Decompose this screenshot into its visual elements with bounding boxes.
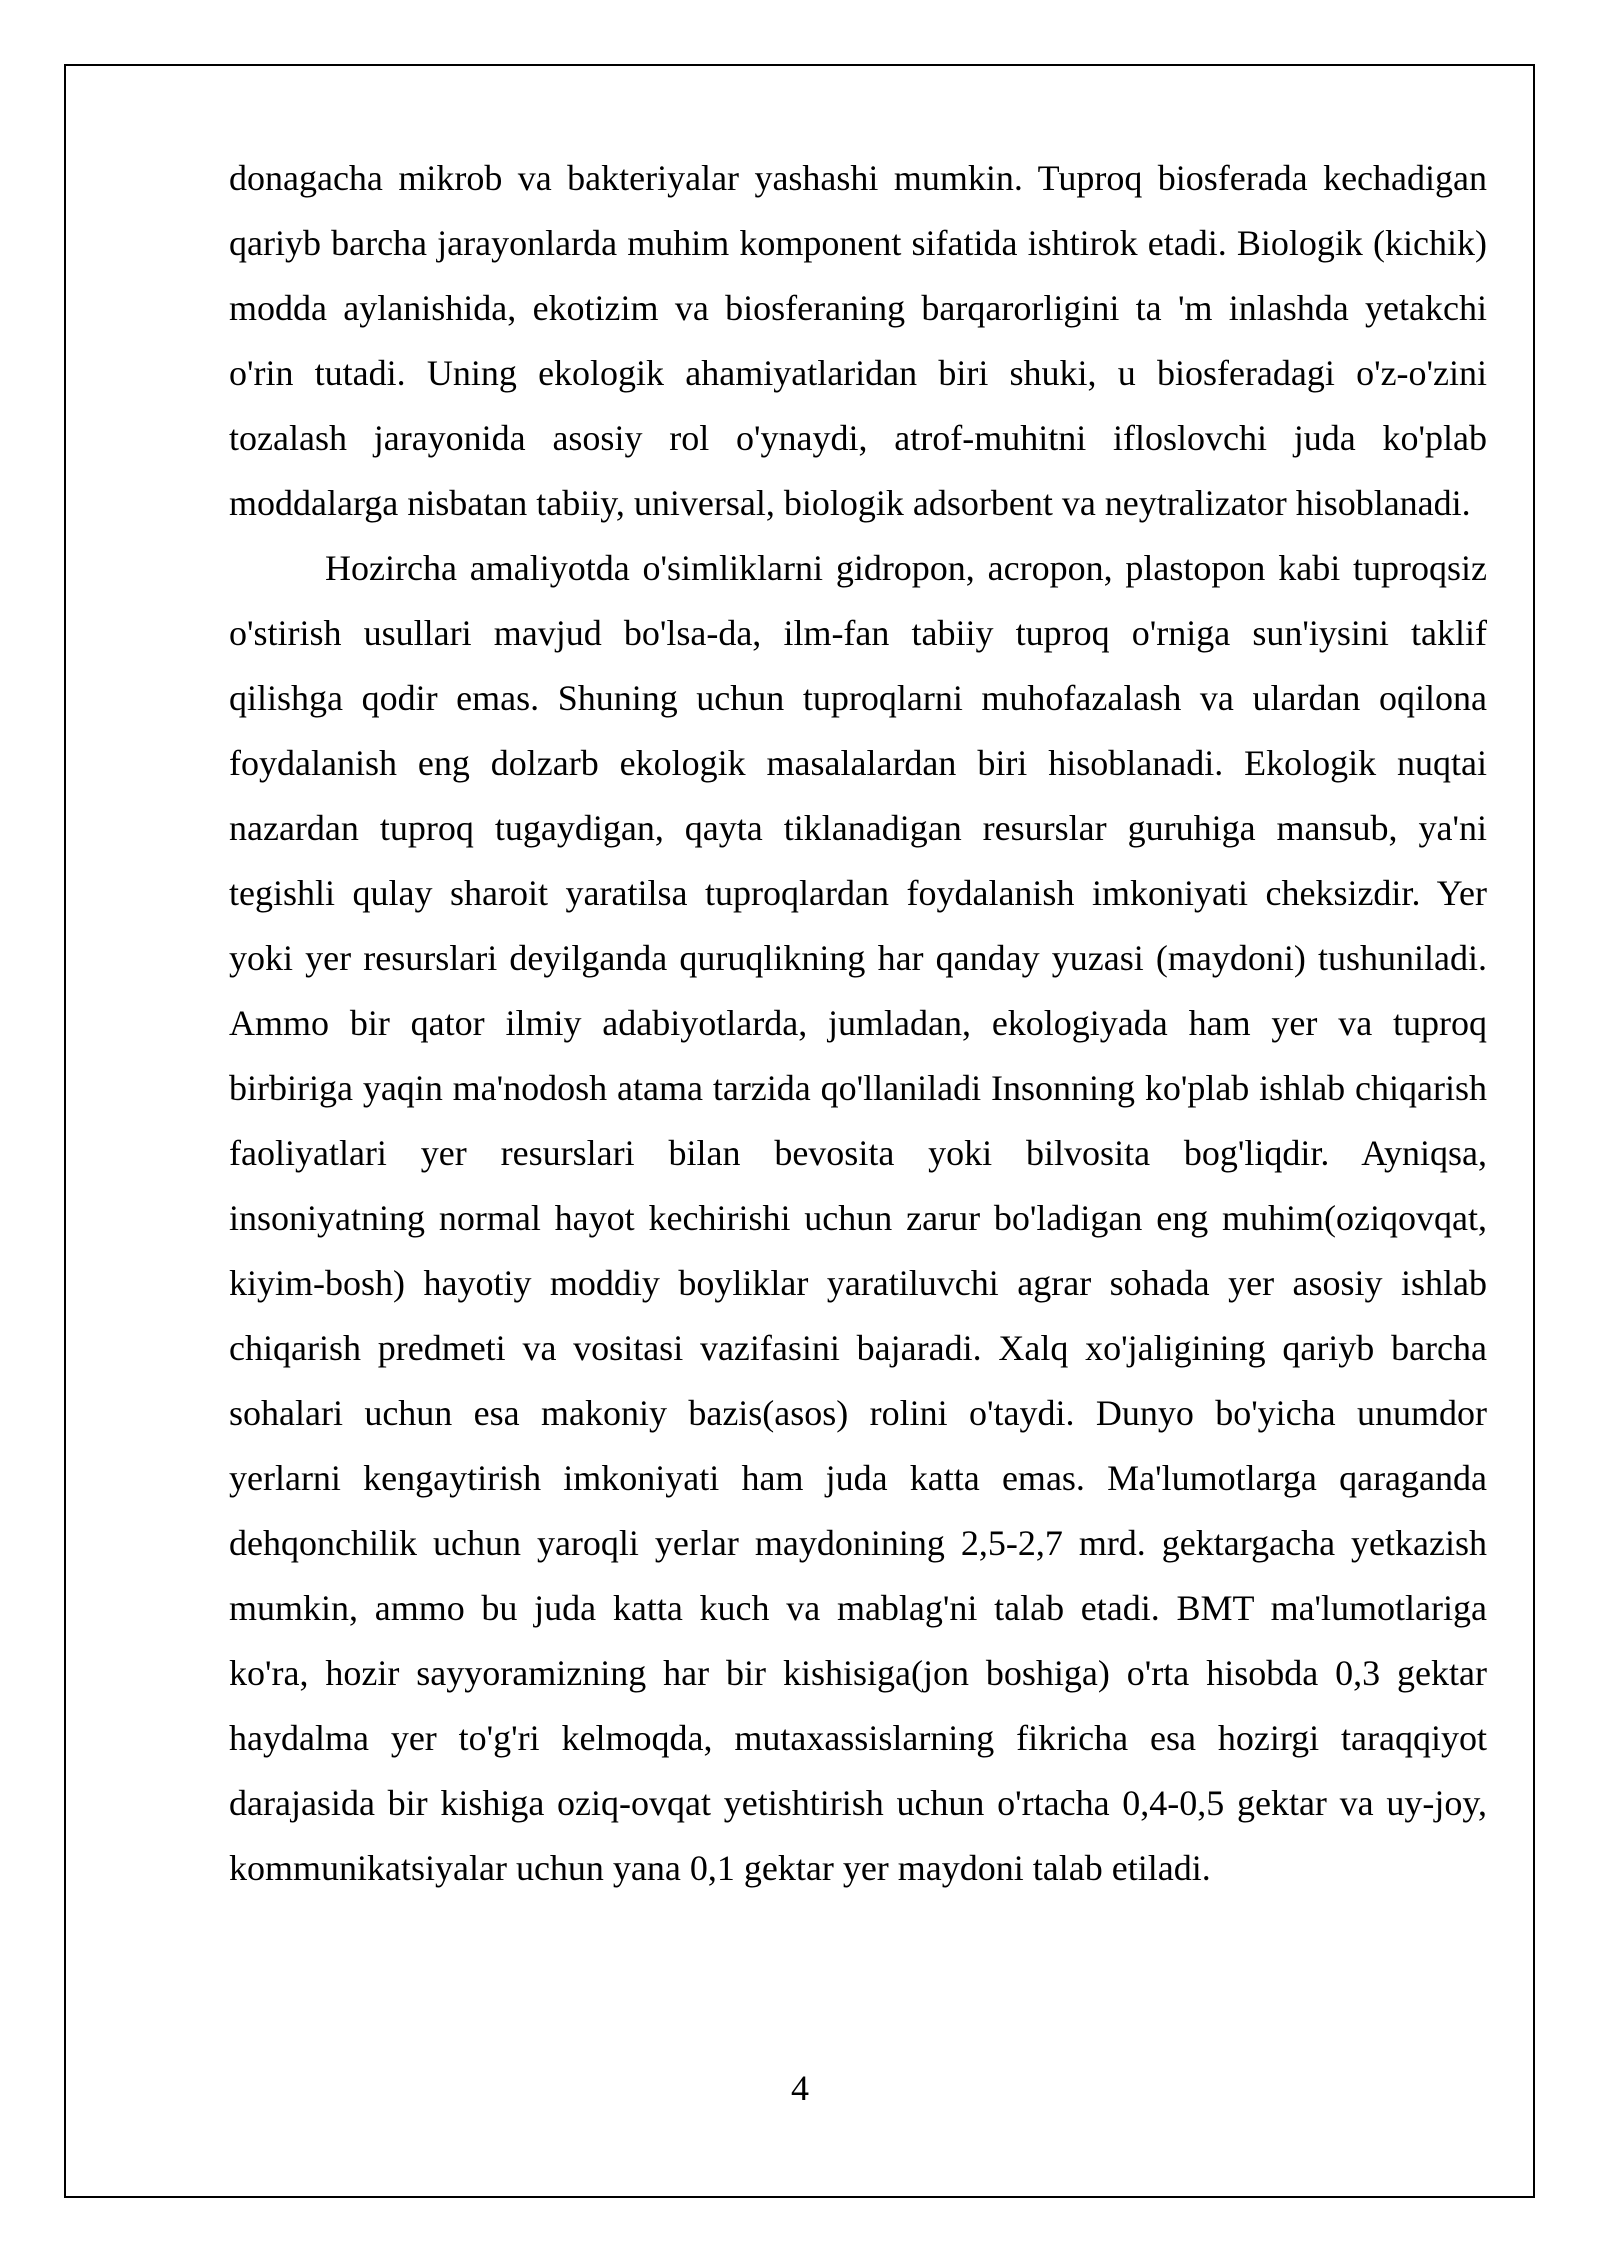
- paragraph-continued: donagacha mikrob va bakteriyalar yashashi mumkin. Tuproq biosferada kechadigan qariyb barcha jarayonlarda muhim komponent sifatida ishtirok etadi. Biologik (kichik) modda aylanishida, ekotizim va biosferaning barqarorligini ta 'm inlashda yetakchi o'rin tutadi. Uning ekologik ahamiyatlaridan biri shuki, u biosferadagi o'z-o'zini tozalash jarayonida asosiy rol o'ynaydi, atrof-muhitni ifloslovchi juda ko'plab moddalarga nisbatan tabiiy, universal, biologik adsorbent va neytralizator hisoblanadi.: [229, 158, 1487, 523]
- document-body: [229, 146, 1487, 1901]
- paragraph: Hozircha amaliyotda o'simliklarni gidropon, acropon, plastopon kabi tuproqsiz o'stirish usullari mavjud bo'lsa-da, ilm-fan tabiiy tuproq o'rniga sun'iysini taklif qilishga qodir emas. Shuning uchun tuproqlarni muhofazalash va ulardan oqilona foydalanish eng dolzarb ekologik masalalardan biri hisoblanadi. Ekologik nuqtai nazardan tuproq tugaydigan, qayta tiklanadigan resurslar guruhiga mansub, ya'ni tegishli qulay sharoit yaratilsa tuproqlardan foydalanish imkoniyati cheksizdir. Yer yoki yer resurslari deyilganda quruqlikning har qanday yuzasi (maydoni) tushuniladi. Ammo bir qator ilmiy adabiyotlarda, jumladan, ekologiyada ham yer va tuproq birbiriga yaqin ma'nodosh atama tarzida qo'llaniladi Insonning ko'plab ishlab chiqarish faoliyatlari yer resurslari bilan bevosita yoki bilvosita bog'liqdir. Ayniqsa, insoniyatning normal hayot kechirishi uchun zarur bo'ladigan eng muhim(oziqovqat, kiyim-bosh) hayotiy moddiy boyliklar yaratiluvchi agrar sohada yer asosiy ishlab chiqarish predmeti va vositasi vazifasini bajaradi. Xalq xo'jaligining qariyb barcha sohalari uchun esa makoniy bazis(asos) rolini o'taydi. Dunyo bo'yicha unumdor yerlarni kengaytirish imkoniyati ham juda katta emas. Ma'lumotlarga qaraganda dehqonchilik uchun yaroqli yerlar maydonining 2,5-2,7 mrd. gektargacha yetkazish mumkin, ammo bu juda katta kuch va mablag'ni talab etadi. BMT ma'lumotlariga ko'ra, hozir sayyoramizning har bir kishisiga(jon boshiga) o'rta hisobda 0,3 gektar haydalma yer to'g'ri kelmoqda, mutaxassislarning fikricha esa hozirgi taraqqiyot darajasida bir kishiga oziq-ovqat yetishtirish uchun o'rtacha 0,4-0,5 gektar va uy-joy, kommunikatsiyalar uchun yana 0,1 gektar yer maydoni talab etiladi.: [229, 548, 1487, 1888]
- page-number: 4: [791, 2068, 809, 2108]
